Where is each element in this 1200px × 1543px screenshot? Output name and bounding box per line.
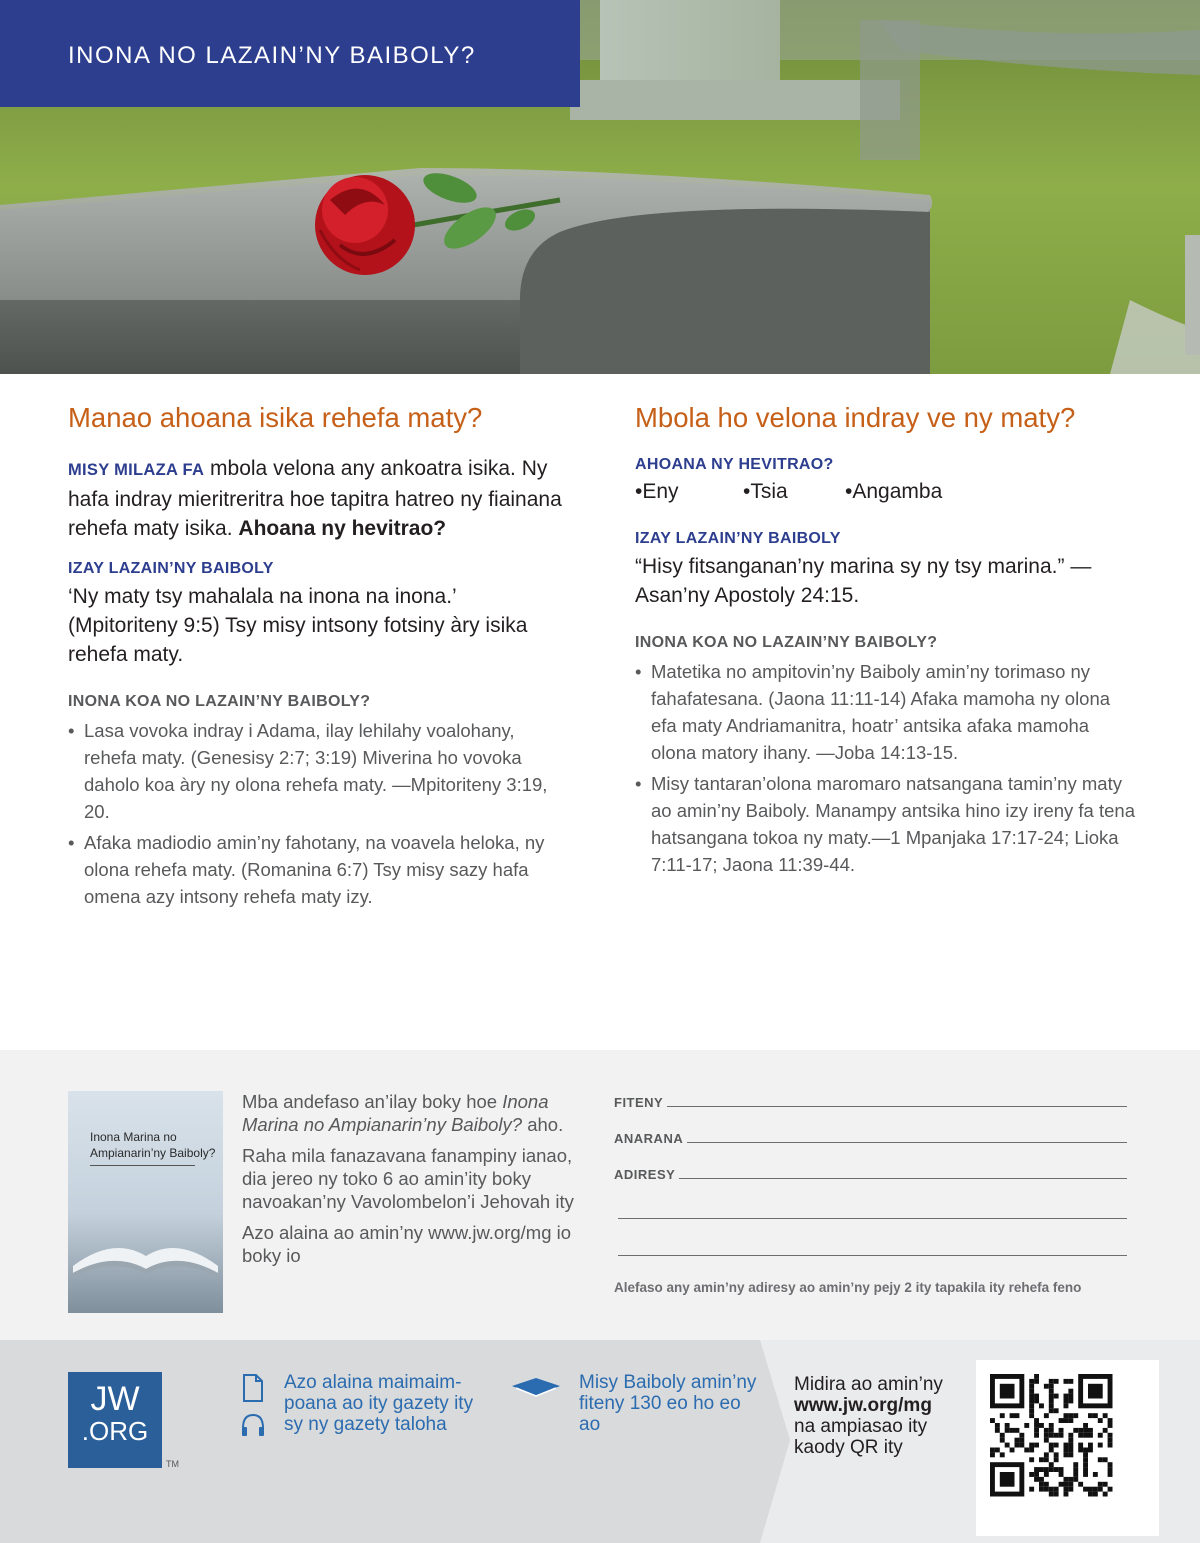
list-item: • Matetika no ampitovin’ny Baiboly amin’ny torimaso ny fahafatesana. (Jaona 11:11-14) Afaka mamoha ny olona efa maty Andriamanitra, hoatr’ antsika afaka mamoha olona matory ihany. —Joba 14:13-15. [635, 658, 1135, 766]
opinion-choices [635, 480, 1135, 504]
language-field[interactable] [667, 1106, 1127, 1107]
left-bible-quote: ‘Ny maty tsy mahalala na inona na inona.’ (Mpitoriteny 9:5) Tsy misy intsony fotsiny àry isika rehefa maty. [68, 585, 528, 666]
book-cover-title: Inona Marina no Ampianarin’ny Baiboly? [90, 1130, 216, 1160]
choice-maybe: • Angamba [845, 480, 942, 504]
left-bible-says-label: IZAY LAZAIN’NY BAIBOLY [68, 560, 274, 577]
request-text [242, 1090, 587, 1275]
trademark: TM [166, 1459, 179, 1469]
lead-text: mbola velona any ankoatra isika. Ny hafa indray mieritreritra hoe tapitra hatreo ny fiainana rehefa maty isika. [68, 457, 562, 540]
request-paragraph-2: Raha mila fanazavana fanampiny ianao, dia jereo ny toko 6 ao amin’ity boky navoakan’ny Vavolombelon’i Jehovah ity [242, 1145, 574, 1212]
left-column [68, 398, 568, 914]
request-text-a: Mba andefaso an’ilay boky hoe [242, 1091, 503, 1112]
address-field[interactable] [679, 1178, 1127, 1179]
request-paragraph-3: Azo alaina ao amin’ny www.jw.org/mg io boky io [242, 1222, 572, 1266]
logo-jw: JW [90, 1380, 140, 1418]
download-text: Azo alaina maimaim-poana ao ity gazety ity sy ny gazety taloha [284, 1372, 474, 1435]
request-book-title: Inona Marina no Ampianarin’ny Baiboly? [242, 1091, 549, 1135]
left-bullet-list [68, 717, 568, 910]
right-heading: Mbola ho velona indray ve ny maty? [635, 402, 1076, 433]
choice-yes: • Eny [635, 480, 743, 504]
address-label: ADIRESY [614, 1167, 676, 1182]
list-item: • Afaka madiodio amin’ny fahotany, na voavela heloka, ny olona rehefa maty. (Romanina 6:7) Tsy misy sazy hafa omena azy intsony rehefa maty izy. [68, 829, 568, 910]
lead-kicker: MISY MILAZA FA [68, 461, 205, 479]
choice-no: • Tsia [743, 480, 845, 504]
request-form [614, 1090, 1127, 1256]
opinion-label: AHOANA NY HEVITRAO? [635, 456, 834, 473]
bible-icon [510, 1374, 562, 1400]
headphones-icon [240, 1412, 266, 1438]
language-row [614, 1090, 1127, 1110]
name-row [614, 1110, 1127, 1146]
qr-code-image [976, 1360, 1159, 1536]
left-heading: Manao ahoana isika rehefa maty? [68, 402, 483, 433]
logo-org: .ORG [81, 1416, 149, 1446]
right-bible-quote: “Hisy fitsanganan’ny marina sy ny tsy marina.” —Asan’ny Apostoly 24:15. [635, 555, 1092, 607]
bible-languages-text: Misy Baiboly amin’ny fiteny 130 eo ho eo ao [579, 1372, 757, 1435]
page-title: INONA NO LAZAIN’NY BAIBOLY? [68, 41, 476, 69]
lead-question: Ahoana ny hevitrao? [238, 517, 447, 540]
right-bullet-list [635, 658, 1135, 878]
qr-code[interactable] [976, 1360, 1159, 1536]
right-column [635, 398, 1135, 882]
request-paragraph-1 [242, 1090, 587, 1136]
address-field-line-3[interactable] [618, 1219, 1127, 1256]
list-item: • Lasa vovoka indray i Adama, ilay lehilahy voalohany, rehefa maty. (Genesisy 2:7; 3:19) Miverina ho vovoka daholo koa àry ny olona rehefa maty. —Mpitoriteny 3:19, 20. [68, 717, 568, 825]
right-bible-says-label: IZAY LAZAIN’NY BAIBOLY [635, 530, 841, 547]
language-label: FITENY [614, 1095, 664, 1110]
name-field[interactable] [687, 1142, 1127, 1143]
jw-org-logo[interactable] [68, 1372, 162, 1468]
scan-qr-text [794, 1374, 969, 1458]
book-cover [68, 1091, 223, 1313]
left-more-label: INONA KOA NO LAZAIN’NY BAIBOLY? [68, 693, 371, 710]
book-cover-rule [90, 1165, 195, 1166]
address-row [614, 1146, 1127, 1182]
open-book-icon [68, 1211, 223, 1291]
scan-text-b: na ampiasao ity kaody QR ity [794, 1416, 928, 1458]
scan-text-a: Midira ao amin’ny [794, 1374, 943, 1395]
jw-url-link[interactable]: www.jw.org/mg [794, 1395, 932, 1416]
list-item: • Misy tantaran’olona maromaro natsangana tamin’ny maty ao amin’ny Baiboly. Manampy antsika hino izy ireny fa tena hatsangana tokoa ny maty.—1 Mpanjaka 17:17-24; Lioka 7:11-17; Jaona 11:39-44. [635, 770, 1135, 878]
left-lead [68, 454, 568, 543]
document-icon [242, 1374, 264, 1402]
header-banner [0, 0, 580, 107]
right-more-label: INONA KOA NO LAZAIN’NY BAIBOLY? [635, 634, 938, 651]
request-note: Alefaso any amin’ny adiresy ao amin’ny pejy 2 ity tapakila ity rehefa feno [614, 1280, 1082, 1295]
request-text-b: aho. [522, 1114, 564, 1135]
name-label: ANARANA [614, 1131, 684, 1146]
address-field-line-2[interactable] [618, 1182, 1127, 1219]
